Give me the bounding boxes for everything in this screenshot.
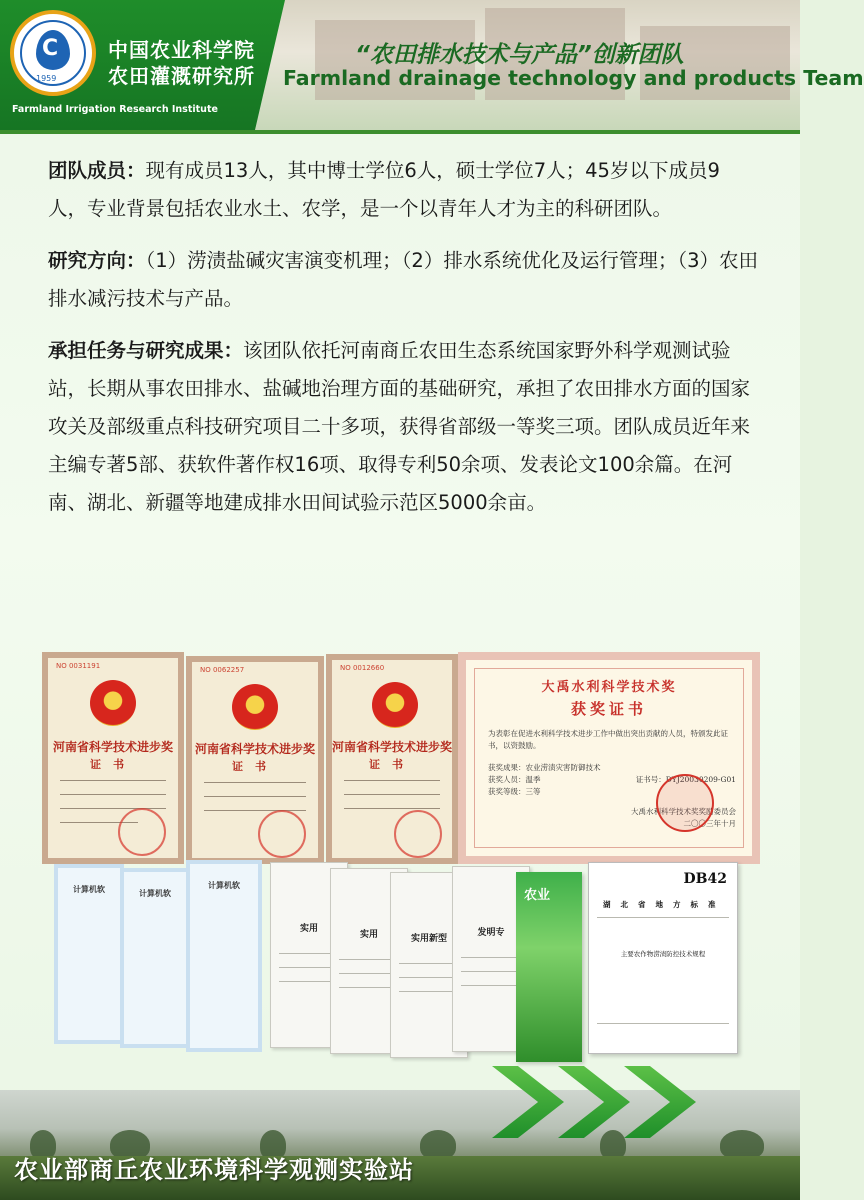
divider (597, 917, 729, 918)
national-emblem-icon (232, 684, 278, 730)
certificate-title: 河南省科学技术进步奖 (332, 740, 453, 754)
standard-header: 湖北省地方标准 (603, 900, 726, 909)
org-name-cn-line2: 农田灌溉研究所 (108, 64, 255, 88)
dayu-award-certificate (458, 652, 760, 864)
certificate-title: 实用 (299, 924, 318, 934)
standard-code: DB42 (683, 871, 727, 887)
certificate-title: 河南省科学技术进步奖 (194, 742, 315, 756)
award-cert-no: 证书号：DYJ20030209-G01 (635, 775, 736, 784)
direction-paragraph (48, 242, 758, 318)
local-standard-document (588, 862, 738, 1054)
chevron-right-icon (492, 1066, 564, 1138)
certificate-title: 河南省科学技术进步奖 (52, 740, 173, 754)
provincial-award-certificate (186, 656, 324, 864)
award-level: 获奖等级：三等 (488, 787, 541, 796)
certificate-title: 计算机软 (208, 880, 240, 890)
text-line (399, 991, 459, 992)
award-statement: 为表彰在促进水利科学技术进步工作中做出突出贡献的人员，特颁发此证书，以资鼓励。 (488, 729, 728, 750)
certificate-subtitle: 证书 (90, 758, 136, 771)
certificate-subtitle: 证书 (232, 760, 278, 773)
direction-text: （1）涝渍盐碱灾害演变机理；（2）排水系统优化及运行管理；（3）农田排水减污技术与产品。 (48, 249, 758, 310)
text-line (399, 963, 459, 964)
station-name: 农业部商丘农业环境科学观测实验站 (14, 1156, 414, 1184)
text-line (344, 808, 440, 809)
red-seal-icon (118, 808, 166, 856)
certificate-number: NO 0012660 (340, 664, 385, 672)
text-line (461, 957, 521, 958)
text-line (204, 796, 306, 797)
provincial-award-certificate (326, 654, 458, 864)
award-person: 获奖人员：温季 (488, 775, 541, 784)
certificate-title: 发明专 (477, 928, 505, 938)
text-line (461, 985, 521, 986)
text-line (344, 794, 440, 795)
red-seal-icon (258, 810, 306, 858)
award-issuer: 大禹水利科学技术奖奖励委员会 (631, 807, 736, 816)
award-project: 获奖成果：农业涝渍灾害防御技术 (488, 763, 601, 772)
team-title-cn: “农田排水技术与产品”创新团队 (355, 42, 684, 68)
text-line (399, 977, 459, 978)
certificate-number: NO 0062257 (200, 666, 245, 674)
text-line (461, 971, 521, 972)
logo-year: 1959 (36, 74, 57, 83)
software-copyright-certificate (54, 864, 124, 1044)
national-emblem-icon (372, 682, 418, 728)
award-name: 大禹水利科学技术奖 (541, 680, 677, 695)
tasks-paragraph (48, 332, 758, 522)
chevron-arrows (492, 1066, 702, 1138)
software-copyright-certificate (120, 868, 190, 1048)
red-seal-icon (656, 774, 714, 832)
members-text: 现有成员13人，其中博士学位6人，硕士学位7人；45岁以下成员9人，专业背景包括农业水土、农学，是一个以青年人才为主的科研团队。 (48, 159, 720, 220)
provincial-award-certificate (42, 652, 184, 864)
header-banner (0, 0, 864, 134)
chevron-right-icon (624, 1066, 696, 1138)
tasks-text: 该团队依托河南商丘农田生态系统国家野外科学观测试验站，长期从事农田排水、盐碱地治理方面的基础研究，承担了农田排水方面的国家攻关及部级重点科技研究项目二十多项，获得省部级一等奖三项。团队成员近年来主编专著5部、获软件著作权16项、取得专利50余项、发表论文100余篇。在河南、湖北、新疆等地建成排水田间试验示范区5000余亩。 (48, 339, 751, 514)
text-line (60, 794, 166, 795)
text-line (344, 780, 440, 781)
red-seal-icon (394, 810, 442, 858)
certificate-title: 计算机软 (73, 884, 105, 894)
members-paragraph (48, 152, 758, 228)
standard-title: 主要农作物涝渍防控技术规程 (620, 950, 706, 958)
certificate-title: 计算机软 (139, 888, 171, 898)
chevron-right-icon (558, 1066, 630, 1138)
monograph-book (516, 872, 582, 1062)
intro-text (48, 152, 758, 536)
software-copyright-certificate (186, 860, 262, 1052)
book-title: 农业 (524, 888, 551, 903)
certificate-title: 实用新型 (410, 934, 447, 944)
institute-logo (10, 10, 96, 96)
team-title-en: Farmland drainage technology and products Team (283, 66, 864, 90)
certificates-collage (40, 652, 760, 1072)
certificate-title: 实用 (359, 930, 378, 940)
org-name-cn-line1: 中国农业科学院 (108, 38, 255, 62)
direction-label: 研究方向： (48, 249, 146, 272)
text-line (204, 782, 306, 783)
national-emblem-icon (90, 680, 136, 726)
org-name-en: Farmland Irrigation Research Institute (12, 104, 218, 115)
members-label: 团队成员： (48, 159, 146, 182)
logo-letter: C (42, 36, 59, 61)
text-line (60, 780, 166, 781)
tasks-label: 承担任务与研究成果： (48, 339, 244, 362)
divider (597, 1023, 729, 1024)
certificate-number: NO 0031191 (56, 662, 101, 670)
certificate-subtitle: 证书 (369, 758, 415, 771)
award-title: 获奖证书 (570, 700, 647, 718)
award-date: 二〇〇三年十月 (683, 819, 736, 828)
